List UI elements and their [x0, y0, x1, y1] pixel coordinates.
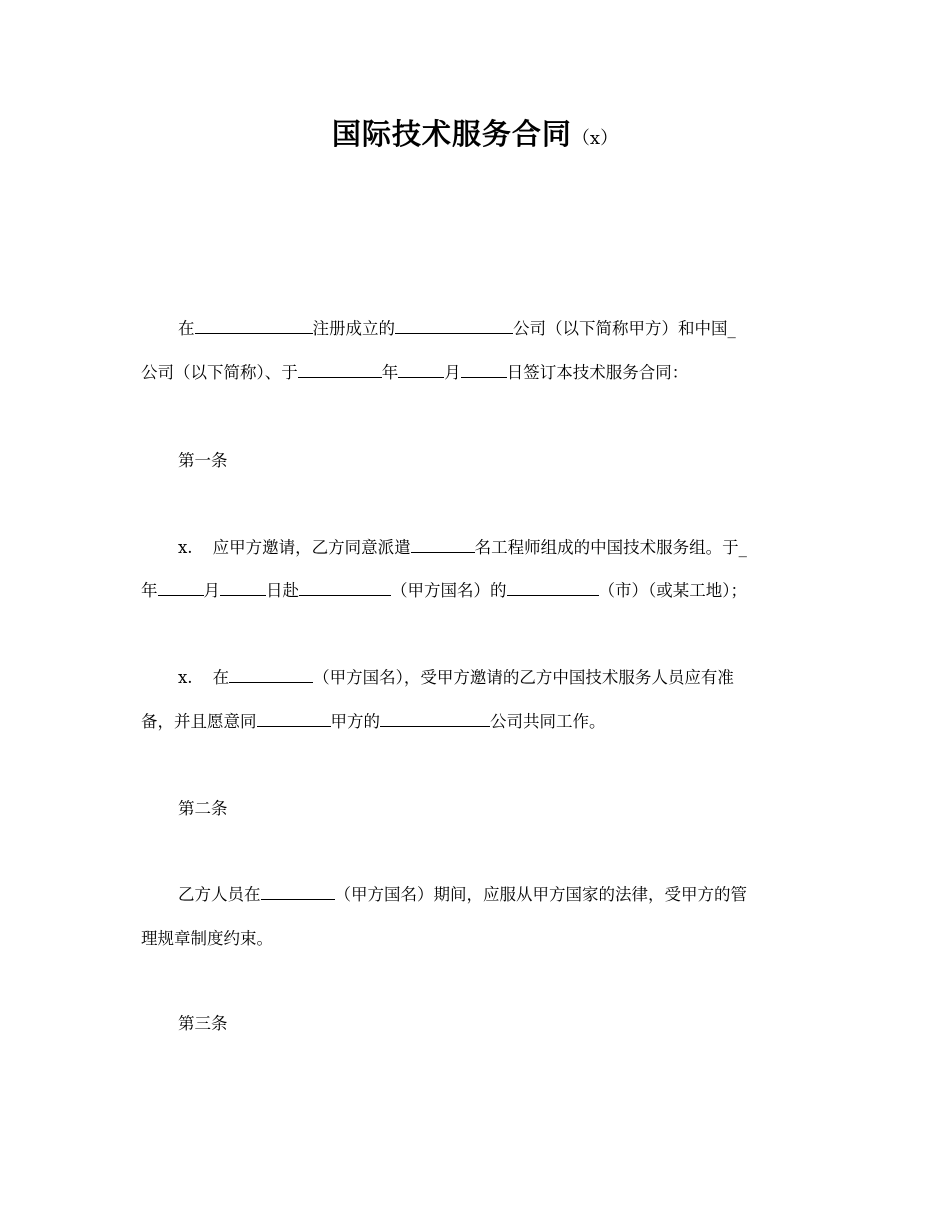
intro-text: 年: [381, 363, 399, 382]
item-text: 应甲方邀请，乙方同意派遣: [212, 538, 411, 557]
article-2-heading: 第二条: [178, 799, 228, 818]
intro-text: 注册成立的: [312, 319, 395, 338]
intro-text: 公司（以下简称甲方）和中国_: [513, 319, 736, 338]
article-1-item-1-line-2: [141, 580, 747, 602]
item-text: 甲方的: [330, 712, 380, 731]
blank-field: [299, 580, 391, 596]
item-text: （甲方国名）的: [391, 581, 507, 600]
article-2-line-2: 理规章制度约束。: [141, 929, 273, 948]
article-1-item-2-line-2: [141, 711, 606, 733]
item-number: x.: [178, 668, 193, 687]
blank-field: [220, 580, 266, 596]
blank-field: [257, 711, 331, 727]
blank-field: [461, 362, 507, 378]
blank-field: [380, 711, 490, 727]
blank-field: [298, 362, 382, 378]
item-text: （甲方国名），受甲方邀请的乙方中国技术服务人员应有准: [313, 668, 734, 687]
article-1-item-2-line-1: [178, 667, 734, 689]
item-text: 在: [212, 668, 230, 687]
blank-field: [395, 318, 513, 334]
item-text: 公司共同工作。: [490, 712, 606, 731]
intro-line-2: [141, 362, 688, 384]
intro-text: 月: [444, 363, 461, 382]
blank-field: [158, 580, 204, 596]
item-text: 备，并且愿意同: [141, 712, 257, 731]
blank-field: [229, 667, 313, 683]
intro-line-1: [178, 318, 736, 340]
article-text: （甲方国名）期间，应服从甲方国家的法律，受甲方的管: [334, 885, 747, 904]
item-text: （市）（或某工地）；: [598, 581, 747, 600]
article-1-heading: 第一条: [178, 451, 228, 470]
title-suffix: （x）: [571, 128, 619, 149]
item-text: 年: [141, 581, 158, 600]
article-2-line-1: [178, 884, 747, 906]
item-text: 名工程师组成的中国技术服务组。于_: [474, 538, 747, 557]
item-text: 日赴: [266, 581, 299, 600]
item-number: x.: [178, 538, 193, 557]
blank-field: [507, 580, 599, 596]
item-text: 月: [203, 581, 220, 600]
blank-field: [411, 537, 475, 553]
article-1-item-1-line-1: [178, 537, 747, 559]
document-title: [0, 112, 950, 153]
intro-text: 在: [178, 319, 195, 338]
title-main: 国际技术服务合同: [331, 117, 572, 151]
intro-text: 日签订本技术服务合同：: [506, 363, 689, 382]
article-text: 乙方人员在: [178, 885, 261, 904]
article-3-heading: 第三条: [178, 1014, 228, 1033]
blank-field: [195, 318, 313, 334]
intro-text: 公司（以下简称）、于: [141, 363, 298, 382]
blank-field: [398, 362, 444, 378]
blank-field: [261, 884, 335, 900]
